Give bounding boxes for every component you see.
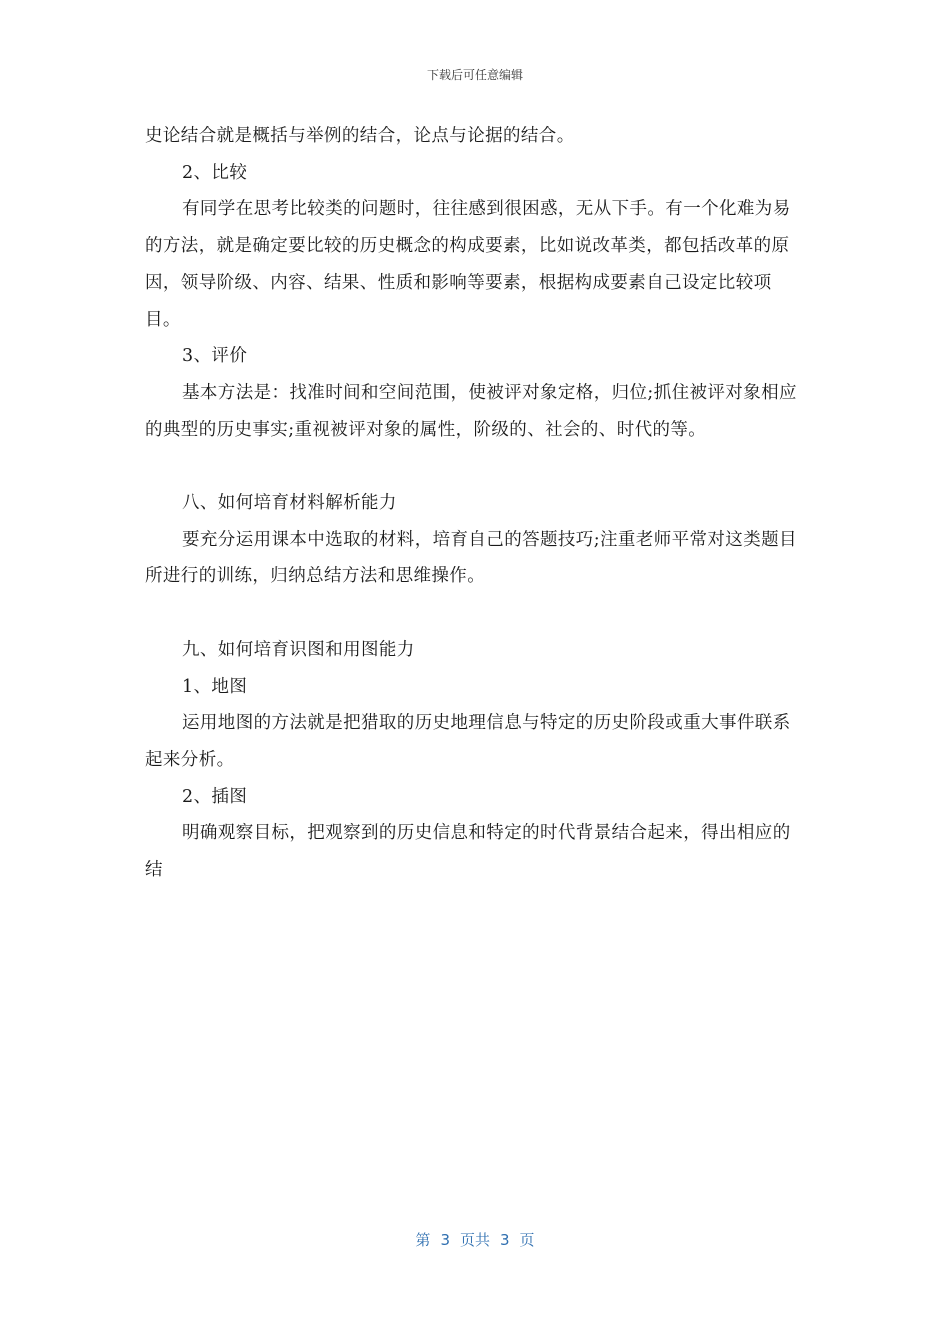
footer-page-number: 3 xyxy=(440,1231,450,1249)
subheading: 1、地图 xyxy=(182,676,248,697)
page-header: 下载后可任意编辑 xyxy=(426,68,523,82)
subheading: 2、插图 xyxy=(182,786,248,807)
section-heading: 九、如何培育识图和用图能力 xyxy=(182,639,415,660)
paragraph: 基本方法是：找准时间和空间范围，使被评对象定格，归位;抓住被评对象相应的典型的历史事实;重视被评对象的属性，阶级的、社会的、时代的等。 xyxy=(145,382,797,440)
paragraph: 史论结合就是概括与举例的结合，论点与论据的结合。 xyxy=(145,126,575,146)
section-heading: 八、如何培育材料解析能力 xyxy=(182,493,397,514)
footer-ye-gong: 页共 xyxy=(459,1231,490,1249)
spacer xyxy=(145,595,805,632)
footer-ye: 页 xyxy=(519,1231,535,1249)
paragraph: 运用地图的方法就是把猎取的历史地理信息与特定的历史阶段或重大事件联系起来分析。 xyxy=(145,713,791,770)
footer-di: 第 xyxy=(415,1231,431,1249)
spacer xyxy=(145,448,805,485)
document-body xyxy=(145,118,805,889)
paragraph: 有同学在思考比较类的问题时，往往感到很困惑，无从下手。有一个化难为易的方法，就是确定要比较的历史概念的构成要素，比如说改革类，都包括改革的原因，领导阶级、内容、结果、性质和影响等要素，根据构成要素自己设定比较项目。 xyxy=(145,199,791,330)
subheading: 2、比较 xyxy=(182,162,248,183)
subheading: 3、评价 xyxy=(182,346,248,367)
paragraph: 明确观察目标，把观察到的历史信息和特定的时代背景结合起来，得出相应的结 xyxy=(145,823,791,881)
paragraph: 要充分运用课本中选取的材料，培育自己的答题技巧;注重老师平常对这类题目所进行的训练，归纳总结方法和思维操作。 xyxy=(145,529,797,587)
footer-total-pages: 3 xyxy=(500,1231,510,1249)
page-footer xyxy=(0,1229,950,1250)
